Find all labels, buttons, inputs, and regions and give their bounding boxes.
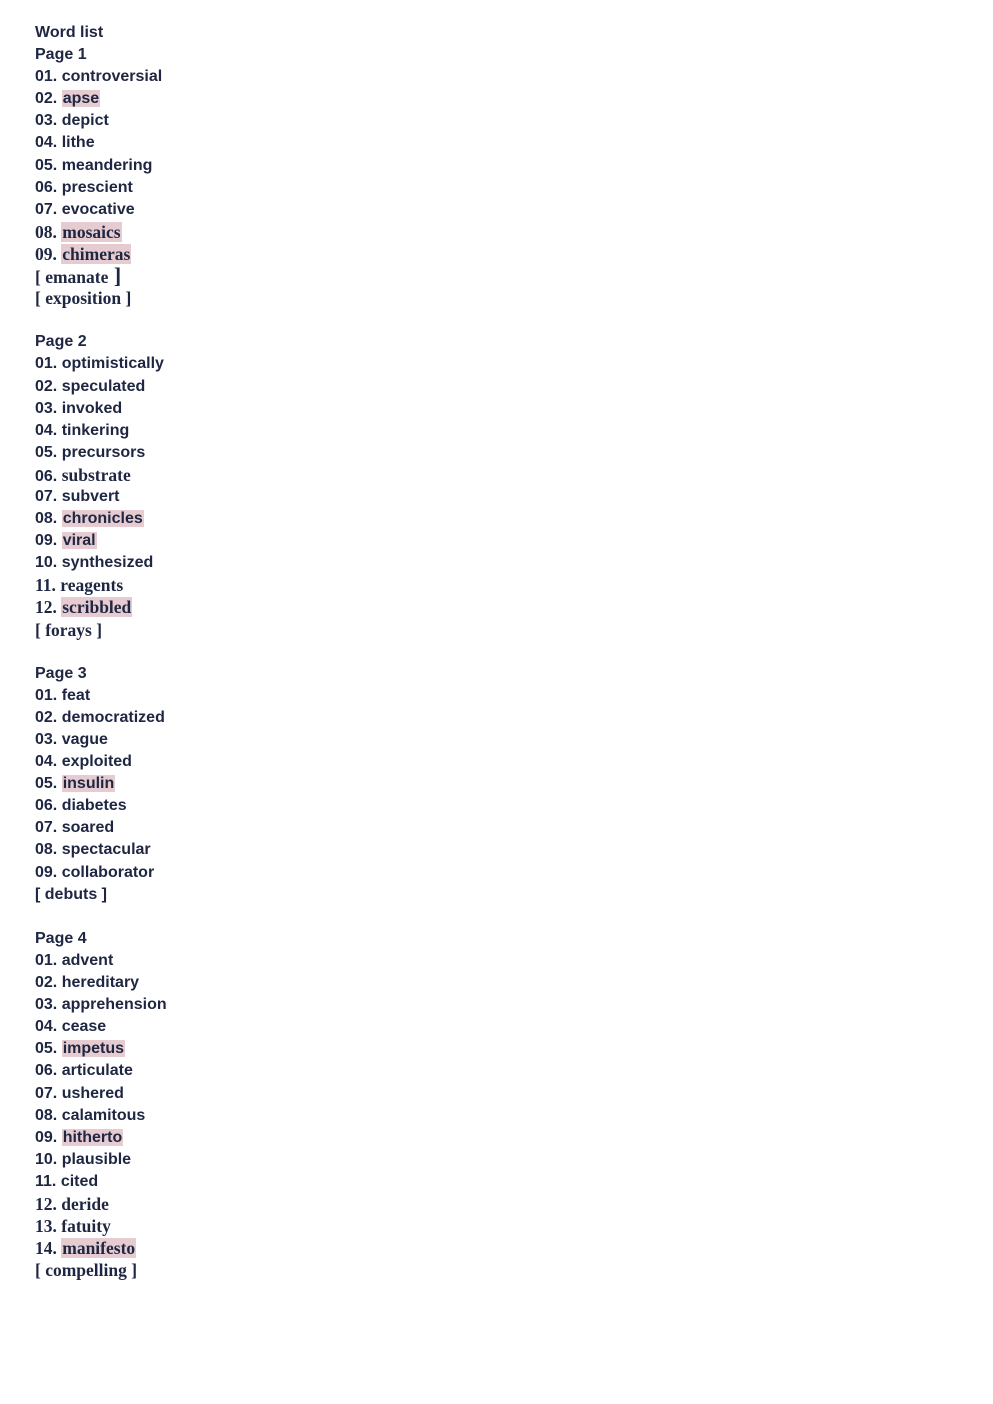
word-list-item (35, 574, 167, 596)
item-word: ushered (61, 1084, 124, 1102)
item-word: synthesized (61, 554, 154, 572)
word-list-item (35, 795, 167, 817)
word-list-item (35, 1193, 167, 1215)
highlighted-word: viral (62, 532, 96, 550)
word-list-item (35, 1171, 167, 1193)
close-bracket: ] (108, 263, 122, 289)
item-word: fatuity (61, 1216, 111, 1237)
item-number: 03. (35, 112, 58, 130)
item-number: 12. (35, 1193, 57, 1214)
item-number: 07. (35, 200, 58, 218)
word-list-item (35, 177, 167, 199)
highlighted-word: manifesto (62, 1238, 136, 1259)
item-number: 07. (35, 1084, 58, 1102)
word-list-item (35, 508, 167, 530)
word-list-item (35, 596, 167, 618)
close-bracket: ] (97, 885, 108, 903)
item-number: 03. (35, 399, 58, 417)
word-list-item (35, 751, 167, 773)
item-number: 10. (35, 1150, 58, 1168)
item-word: tinkering (61, 421, 130, 439)
word-list-item (35, 994, 167, 1016)
item-word: speculated (61, 377, 146, 395)
item-number: 08. (35, 510, 58, 528)
item-word: vague (61, 731, 108, 748)
section-spacer (35, 906, 167, 928)
word-list-document (35, 22, 167, 1281)
item-word: exploited (61, 753, 132, 771)
highlighted-word: mosaics (62, 221, 121, 242)
word-list-item (35, 773, 167, 795)
document-title: Word list (35, 24, 104, 41)
highlighted-word: hitherto (62, 1128, 123, 1146)
item-word: apprehension (61, 996, 167, 1014)
word-list-item (35, 729, 167, 751)
section-page-2 (35, 309, 167, 640)
item-number: 01. (35, 686, 58, 704)
section-spacer (35, 309, 167, 331)
word-list-item (35, 1105, 167, 1127)
word-list-item (35, 486, 167, 508)
section-page-4 (35, 906, 167, 1282)
item-number: 03. (35, 996, 58, 1014)
item-word: precursors (61, 443, 146, 461)
item-number: 13. (35, 1216, 57, 1237)
bracketed-word (35, 287, 167, 309)
item-number: 08. (35, 841, 58, 859)
item-word: hereditary (61, 974, 140, 992)
word-list-item (35, 376, 167, 398)
item-word: substrate (61, 464, 131, 485)
item-word: controversial (61, 68, 163, 86)
item-word: deride (61, 1193, 109, 1214)
word-list-item (35, 1215, 167, 1237)
open-bracket: [ (35, 619, 46, 640)
item-word: prescient (61, 178, 133, 196)
item-word: cited (60, 1172, 99, 1190)
bracketed-word-text: emanate (45, 267, 109, 288)
item-number: 01. (35, 355, 58, 373)
word-list-item (35, 442, 167, 464)
word-list-item (35, 1237, 167, 1259)
close-bracket: ] (121, 288, 132, 309)
word-list-item (35, 817, 167, 839)
item-number: 06. (35, 467, 58, 485)
item-number: 05. (35, 775, 58, 793)
item-number: 02. (35, 974, 58, 992)
item-word: meandering (61, 156, 153, 174)
word-list-item (35, 839, 167, 861)
highlighted-word: chronicles (62, 510, 143, 528)
item-number: 02. (35, 90, 58, 108)
word-list-item (35, 132, 167, 154)
bracketed-word (35, 265, 167, 287)
item-number: 01. (35, 951, 58, 969)
section-heading: Page 1 (35, 46, 87, 64)
word-list-item (35, 950, 167, 972)
word-list-item (35, 1060, 167, 1082)
item-word: diabetes (61, 797, 127, 815)
word-list-item (35, 972, 167, 994)
item-number: 11. (35, 1172, 57, 1190)
open-bracket: [ (35, 288, 46, 309)
word-list-item (35, 552, 167, 574)
item-word: advent (61, 951, 114, 969)
word-list-item (35, 88, 167, 110)
open-bracket: [ (35, 267, 46, 288)
item-number: 04. (35, 421, 58, 439)
open-bracket: [ (35, 885, 45, 903)
bracketed-word (35, 619, 167, 641)
section-heading: Page 3 (35, 664, 87, 682)
item-number: 05. (35, 1040, 58, 1058)
item-word: lithe (61, 134, 95, 152)
word-list-item (35, 420, 167, 442)
item-word: depict (61, 112, 109, 130)
item-word: cease (61, 1018, 107, 1036)
bracketed-word-text: exposition (45, 288, 122, 309)
word-list-item (35, 1149, 167, 1171)
item-word: feat (61, 686, 91, 704)
word-list-item (35, 862, 167, 884)
item-number: 14. (35, 1238, 57, 1259)
item-word: spectacular (61, 841, 151, 859)
word-list-item (35, 464, 167, 486)
item-word: calamitous (61, 1106, 146, 1124)
item-number: 04. (35, 753, 58, 771)
item-word: plausible (61, 1150, 132, 1168)
item-number: 10. (35, 554, 58, 572)
word-list-item (35, 199, 167, 221)
highlighted-word: scribbled (62, 597, 132, 618)
item-word: reagents (60, 575, 124, 596)
item-word: optimistically (61, 355, 164, 373)
word-list-item (35, 685, 167, 707)
word-list-item (35, 530, 167, 552)
bracketed-word-text: forays (45, 619, 92, 640)
item-number: 05. (35, 443, 58, 461)
item-word: articulate (61, 1062, 133, 1080)
word-list-item (35, 1127, 167, 1149)
section-page-3 (35, 641, 167, 906)
close-bracket: ] (91, 619, 103, 640)
item-number: 03. (35, 731, 58, 748)
highlighted-word: impetus (62, 1040, 125, 1058)
item-number: 04. (35, 1018, 58, 1036)
item-word: collaborator (61, 863, 155, 881)
item-number: 09. (35, 863, 58, 881)
section-heading: Page 4 (35, 929, 87, 947)
highlighted-word: insulin (62, 775, 115, 793)
bracketed-word-text: compelling (45, 1260, 127, 1281)
item-number: 11. (35, 575, 56, 596)
word-list-item (35, 1083, 167, 1105)
item-number: 01. (35, 68, 58, 86)
word-list-item (35, 707, 167, 729)
item-word: soared (61, 819, 115, 837)
word-list-item (35, 221, 167, 243)
item-number: 08. (35, 221, 57, 242)
section-heading: Page 2 (35, 333, 87, 351)
item-number: 06. (35, 797, 58, 815)
highlighted-word: apse (62, 90, 100, 108)
word-list-item (35, 243, 167, 265)
bracketed-word (35, 1259, 167, 1281)
item-number: 09. (35, 1128, 58, 1146)
sections-container (35, 44, 167, 1281)
word-list-item (35, 353, 167, 375)
section-spacer (35, 641, 167, 663)
item-number: 09. (35, 532, 58, 550)
word-list-item (35, 398, 167, 420)
item-number: 08. (35, 1106, 58, 1124)
item-number: 07. (35, 819, 58, 837)
word-list-item (35, 155, 167, 177)
bracketed-word (35, 884, 167, 906)
item-number: 06. (35, 178, 58, 196)
word-list-item (35, 1016, 167, 1038)
item-word: democratized (61, 708, 165, 726)
item-word: subvert (61, 487, 120, 505)
item-number: 07. (35, 487, 58, 505)
item-number: 12. (35, 597, 57, 618)
item-word: evocative (61, 200, 135, 218)
item-word: invoked (61, 399, 123, 417)
word-list-item (35, 110, 167, 132)
item-number: 04. (35, 134, 58, 152)
word-list-item (35, 66, 167, 88)
section-page-1 (35, 44, 167, 309)
highlighted-word: chimeras (62, 243, 131, 264)
open-bracket: [ (35, 1260, 46, 1281)
word-list-item (35, 1038, 167, 1060)
close-bracket: ] (126, 1260, 138, 1281)
item-number: 06. (35, 1062, 58, 1080)
bracketed-word-text: debuts (44, 885, 98, 903)
item-number: 09. (35, 243, 57, 264)
item-number: 02. (35, 708, 58, 726)
item-number: 05. (35, 156, 58, 174)
item-number: 02. (35, 377, 58, 395)
